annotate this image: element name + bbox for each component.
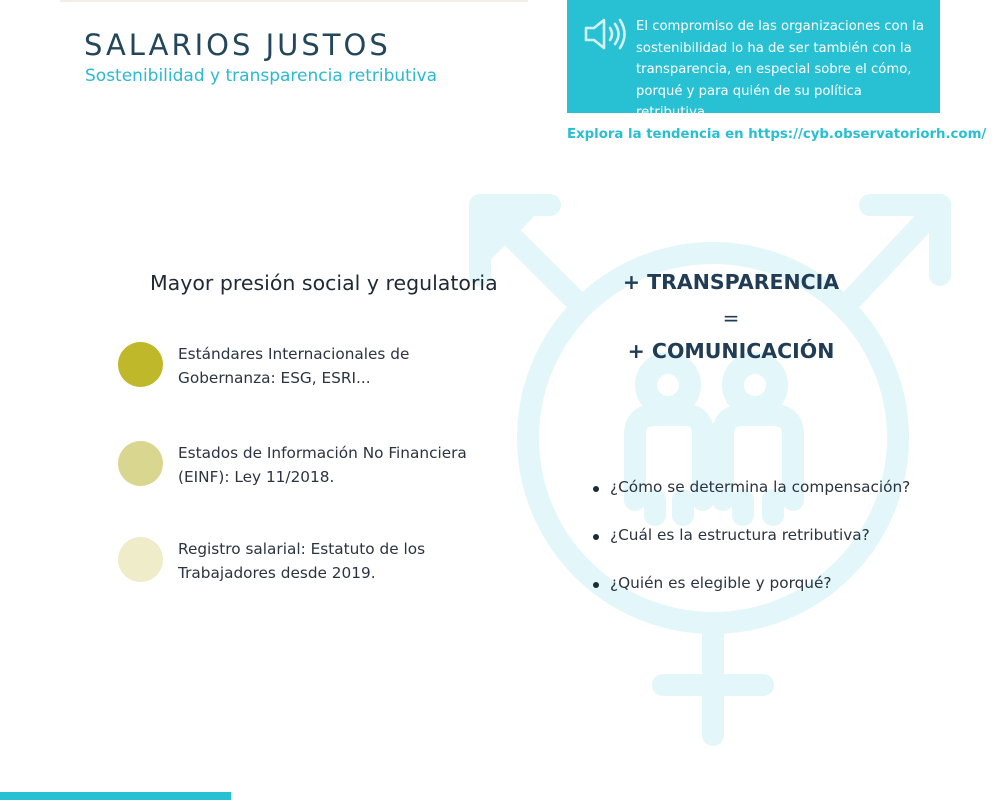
- questions-list: [590, 478, 910, 622]
- item-text: Estados de Información No Financiera (EINF): Ley 11/2018.: [178, 444, 467, 486]
- quote-box: [567, 0, 940, 120]
- item-text: Registro salarial: Estatuto de los Trabajadores desde 2019.: [178, 540, 426, 582]
- pressure-heading: Mayor presión social y regulatoria: [150, 271, 498, 295]
- question-item: ¿Cómo se determina la compensación?: [590, 478, 910, 526]
- top-divider: [60, 0, 528, 2]
- list-item: [118, 537, 518, 587]
- item-text: Estándares Internacionales de Gobernanza: ESG, ESRI...: [178, 345, 410, 387]
- page-title: SALARIOS JUSTOS: [84, 28, 391, 62]
- formula-equals: =: [722, 306, 740, 330]
- quote-text: El compromiso de las organizaciones con la sostenibilidad lo ha de ser también con la transparencia, en especial sobre el cómo, porqué y para quién de su política retributiva.: [636, 19, 924, 120]
- question-item: ¿Cuál es la estructura retributiva?: [590, 526, 910, 574]
- list-item: [118, 342, 518, 392]
- page-subtitle: Sostenibilidad y transparencia retributiva: [85, 66, 438, 86]
- olive-dot-icon: [118, 342, 163, 387]
- pale-olive-dot-icon: [118, 537, 163, 582]
- list-item: [118, 441, 518, 491]
- bottom-accent-bar: [0, 792, 231, 800]
- speaker-icon: [583, 16, 627, 56]
- gender-equality-watermark-icon: [455, 180, 965, 754]
- light-olive-dot-icon: [118, 441, 163, 486]
- explore-link[interactable]: Explora la tendencia en https://cyb.observatoriorh.com/: [567, 127, 987, 142]
- formula-transparency: + TRANSPARENCIA: [622, 270, 840, 294]
- question-item: ¿Quién es elegible y porqué?: [590, 574, 910, 622]
- formula-communication: + COMUNICACIÓN: [627, 339, 835, 363]
